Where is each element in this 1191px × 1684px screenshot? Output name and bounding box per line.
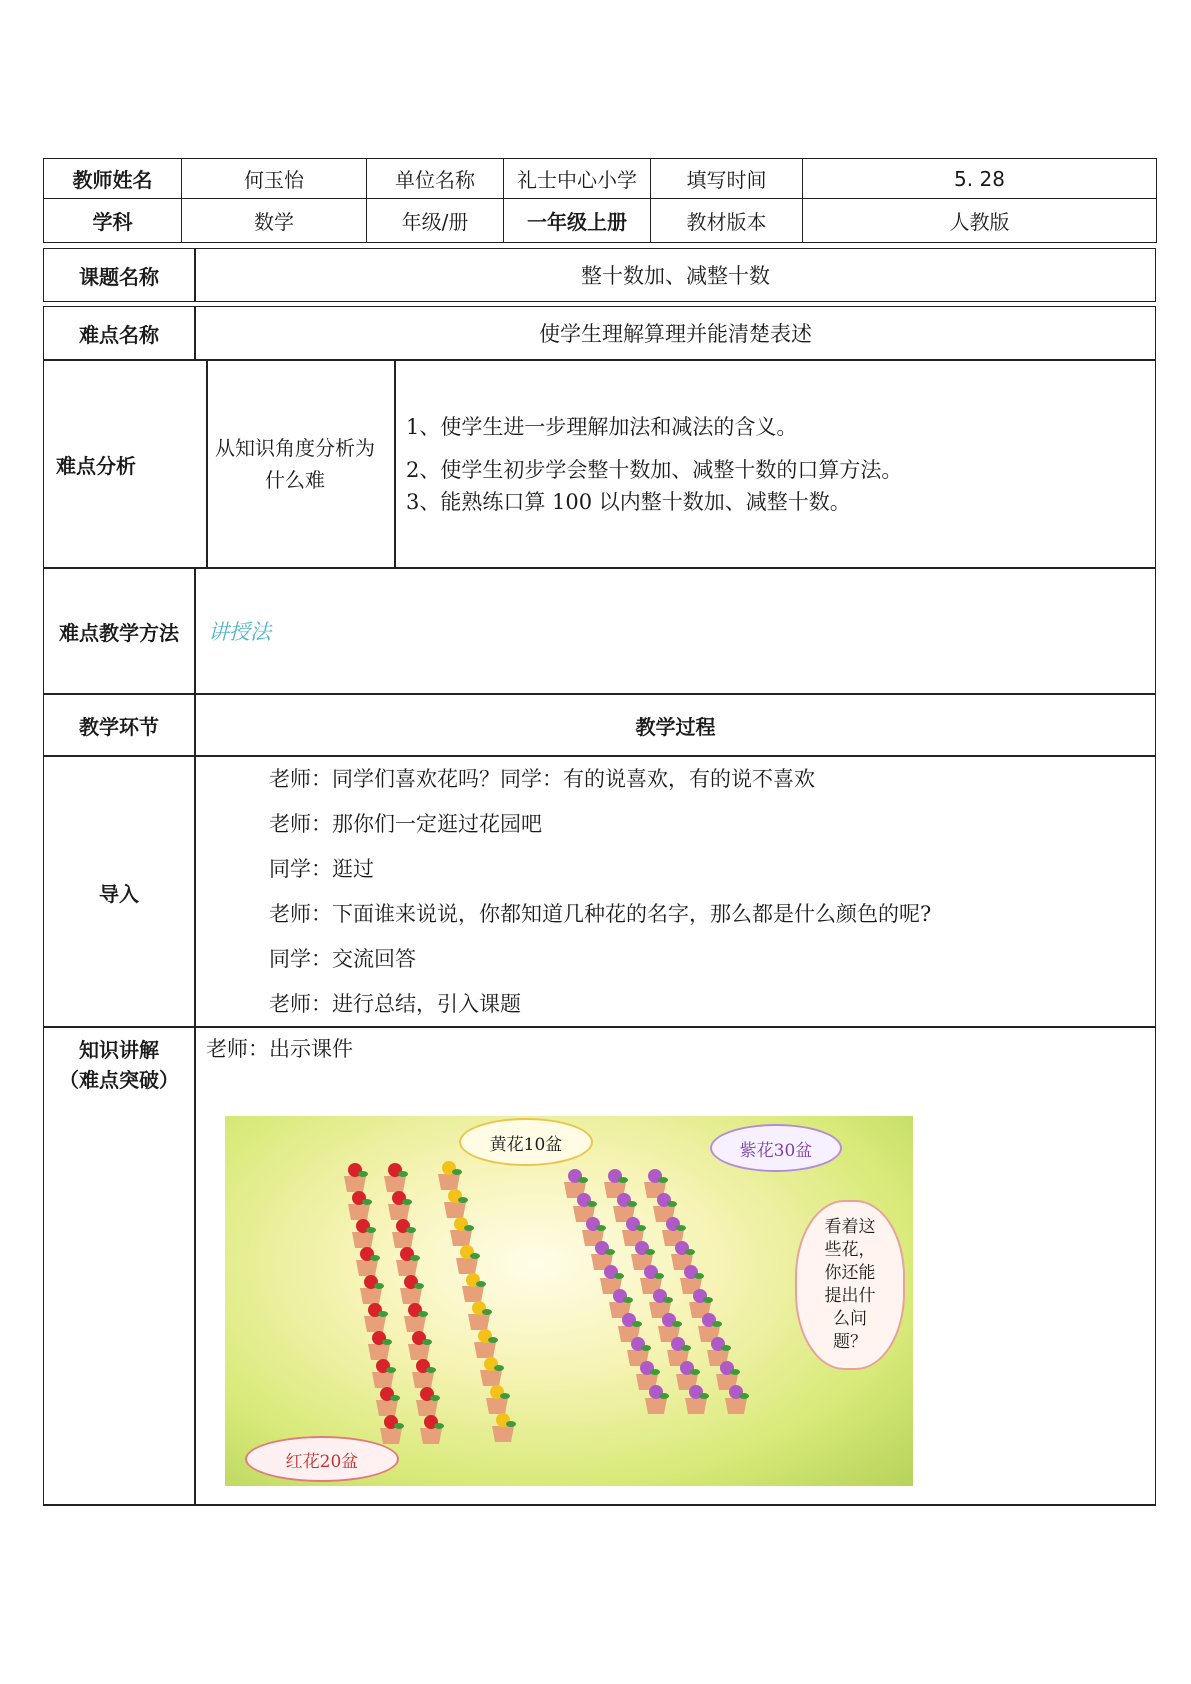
method-row <box>43 568 1156 694</box>
subject-value: 数学 <box>182 199 367 243</box>
question-line: 题？ <box>833 1332 867 1352</box>
analysis-points <box>406 405 902 513</box>
red-flower-pot <box>404 1303 428 1332</box>
red-flower-pot <box>348 1191 372 1220</box>
red-flower-pot <box>352 1219 376 1248</box>
analysis-row <box>43 360 1156 568</box>
red-flower-pot <box>372 1359 396 1388</box>
red-flower-pot <box>344 1163 368 1192</box>
courseware-slide-image <box>225 1116 913 1486</box>
red-flower-pot <box>368 1331 392 1360</box>
red-flower-pot <box>408 1331 432 1360</box>
difficulty-row <box>43 306 1156 360</box>
knowledge-label <box>44 1027 196 1504</box>
process-header-row <box>43 694 1156 756</box>
analysis-point: 2、使学生初步学会整十数加、减整十数的口算方法。 <box>406 458 903 482</box>
purple-flower-callout: 紫花30盆 <box>710 1124 842 1172</box>
topic-row <box>43 248 1156 302</box>
yellow-flower-pot <box>468 1301 492 1330</box>
dialogue-line: 老师：那你们一定逛过花园吧 <box>269 812 542 836</box>
topic-value: 整十数加、减整十数 <box>581 264 770 288</box>
unit-name-value: 礼士中心小学 <box>504 159 651 199</box>
yellow-flower-pot <box>450 1217 474 1246</box>
red-flower-pot <box>388 1191 412 1220</box>
yellow-flower-pot <box>492 1413 516 1442</box>
yellow-flower-pot <box>456 1245 480 1274</box>
intro-row <box>43 756 1156 1028</box>
date-value: 5. 28 <box>803 159 1157 199</box>
unit-name-label: 单位名称 <box>367 159 504 199</box>
analysis-sublabel: 从知识角度分析为什么难 <box>196 361 396 567</box>
yellow-flower-callout: 黄花10盆 <box>459 1118 593 1166</box>
yellow-flower-pot <box>438 1161 462 1190</box>
difficulty-label: 难点名称 <box>44 307 196 359</box>
edition-label: 教材版本 <box>651 199 803 243</box>
grade-value: 一年级上册 <box>504 199 651 243</box>
process-title: 教学过程 <box>635 714 716 739</box>
red-flower-pot <box>364 1303 388 1332</box>
header-table <box>43 158 1157 243</box>
red-flower-pot <box>400 1275 424 1304</box>
yellow-flower-pot <box>462 1273 486 1302</box>
question-thought-bubble <box>795 1200 905 1370</box>
red-flower-pot <box>360 1275 384 1304</box>
method-label: 难点教学方法 <box>44 569 196 693</box>
red-flower-pot <box>412 1359 436 1388</box>
red-flower-pot <box>356 1247 380 1276</box>
intro-label: 导入 <box>44 757 196 1027</box>
method-value: 讲授法 <box>208 620 271 644</box>
yellow-flower-pot <box>486 1385 510 1414</box>
grade-label: 年级/册 <box>367 199 504 243</box>
process-phase-label: 教学环节 <box>44 695 196 755</box>
yellow-flower-pot <box>480 1357 504 1386</box>
dialogue-line: 同学：交流回答 <box>269 947 416 971</box>
intro-dialogue <box>269 757 931 1027</box>
red-flower-pot <box>392 1219 416 1248</box>
red-flower-pot <box>380 1415 404 1444</box>
red-flower-pot <box>396 1247 420 1276</box>
teacher-name-label: 教师姓名 <box>44 159 182 199</box>
yellow-flower-pot <box>444 1189 468 1218</box>
edition-value: 人教版 <box>803 199 1157 243</box>
analysis-point: 3、能熟练口算 100 以内整十数加、减整十数。 <box>406 490 851 514</box>
red-flower-pot <box>416 1387 440 1416</box>
analysis-label: 难点分析 <box>44 361 208 567</box>
question-line: 你还能 <box>824 1263 876 1283</box>
question-line: 提出什 <box>824 1286 876 1306</box>
subject-label: 学科 <box>44 199 182 243</box>
dialogue-line: 同学：逛过 <box>269 857 374 881</box>
dialogue-line: 老师：下面谁来说说，你都知道几种花的名字，那么都是什么颜色的呢? <box>269 902 932 926</box>
red-flower-pot <box>420 1415 444 1444</box>
teacher-name-value: 何玉怡 <box>182 159 367 199</box>
yellow-flower-pot <box>474 1329 498 1358</box>
dialogue-line: 老师：进行总结，引入课题 <box>269 992 521 1016</box>
topic-label: 课题名称 <box>44 249 196 301</box>
red-flower-callout: 红花20盆 <box>245 1436 399 1482</box>
knowledge-label-sub: （难点突破） <box>59 1068 179 1092</box>
difficulty-value: 使学生理解算理并能清楚表述 <box>539 322 812 346</box>
red-flower-pot <box>376 1387 400 1416</box>
date-label: 填写时间 <box>651 159 803 199</box>
question-line: 看着这 <box>824 1217 876 1237</box>
question-line: 些花， <box>824 1240 876 1260</box>
knowledge-label-main: 知识讲解 <box>79 1038 159 1062</box>
analysis-point: 1、使学生进一步理解加法和减法的含义。 <box>406 415 798 439</box>
red-flower-pot <box>384 1163 408 1192</box>
dialogue-line: 老师：同学们喜欢花吗？同学：有的说喜欢，有的说不喜欢 <box>269 767 815 791</box>
knowledge-text: 老师：出示课件 <box>206 1037 353 1061</box>
question-line: 么问 <box>833 1309 867 1329</box>
